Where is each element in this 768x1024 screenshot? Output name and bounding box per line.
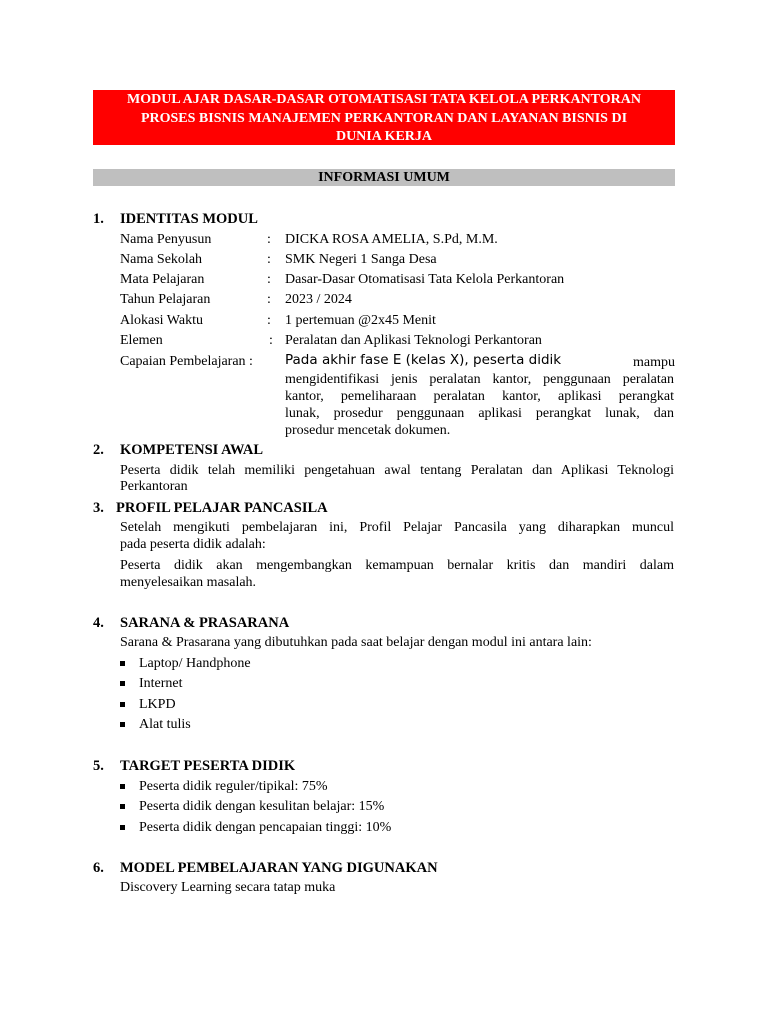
section-4-number: 4. [93,615,104,631]
identity-row [120,251,680,269]
section-6-title: MODEL PEMBELAJARAN YANG DIGUNAKAN [120,860,438,876]
section-6-number: 6. [93,860,104,876]
section-1-title: IDENTITAS MODUL [120,211,258,227]
learning-outcome-text: lunak, prosedur penggunaan aplikasi perangkat lunak, dan [285,406,674,421]
identity-row [120,231,680,249]
square-bullet-icon [120,784,125,789]
banner-line-2: PROSES BISNIS MANAJEMEN PERKANTORAN DAN LAYANAN BISNIS DI [140,110,628,126]
section-3-text: Setelah mengikuti pembelajaran ini, Profil Pelajar Pancasila yang diharapkan muncul [120,520,674,535]
identity-colon: : [267,292,271,307]
learning-outcome-text: mampu [633,355,675,370]
identity-colon: : [267,272,271,287]
identity-colon: : [267,252,271,267]
learning-outcome-text: prosedur mencetak dokumen. [285,423,451,438]
section-2-number: 2. [93,442,104,458]
identity-label: Mata Pelajaran [120,272,205,287]
general-info-heading: INFORMASI UMUM [93,169,675,186]
section-3-text: pada peserta didik adalah: [120,537,266,552]
learning-outcome-text: mengidentifikasi jenis peralatan kantor, penggunaan peralatan [285,372,674,387]
section-2-text: Peserta didik telah memiliki pengetahuan awal tentang Peralatan dan Aplikasi Teknologi [120,463,674,478]
identity-colon: : [267,232,271,247]
learning-outcome-text: kantor, pemeliharaan peralatan kantor, aplikasi perangkat [285,389,674,404]
identity-label: Alokasi Waktu [120,313,203,328]
learning-outcome-lead: Pada akhir fase E (kelas X), peserta didik [285,352,562,368]
banner-line-1: MODUL AJAR DASAR-DASAR OTOMATISASI TATA KELOLA PERKANTORAN [127,92,641,107]
section-4-intro: Sarana & Prasarana yang dibutuhkan pada saat belajar dengan modul ini antara lain: [120,635,592,650]
list-item-text: Peserta didik reguler/tipikal: 75% [139,779,328,794]
banner-line-3: DUNIA KERJA [335,129,433,144]
square-bullet-icon [120,702,125,707]
identity-label: Elemen [120,333,163,348]
identity-colon: : [269,333,273,348]
square-bullet-icon [120,681,125,686]
list-item-text: Internet [139,676,183,691]
section-3-title: PROFIL PELAJAR PANCASILA [116,500,328,516]
identity-value: Dasar-Dasar Otomatisasi Tata Kelola Perkantoran [285,272,565,287]
section-3-text: Peserta didik akan mengembangkan kemampuan bernalar kritis dan mandiri dalam [120,558,674,573]
identity-label: Tahun Pelajaran [120,292,211,307]
square-bullet-icon [120,661,125,666]
identity-value: 2023 / 2024 [285,292,352,307]
identity-row [120,312,680,330]
square-bullet-icon [120,825,125,830]
square-bullet-icon [120,804,125,809]
list-item-text: LKPD [139,697,176,712]
identity-row [120,271,680,289]
module-title-banner [93,90,675,145]
section-2-title: KOMPETENSI AWAL [120,442,264,458]
identity-value: Peralatan dan Aplikasi Teknologi Perkantoran [285,333,542,348]
list-item-text: Peserta didik dengan pencapaian tinggi: 10% [139,820,392,835]
identity-value: SMK Negeri 1 Sanga Desa [285,252,437,267]
list-item-text: Peserta didik dengan kesulitan belajar: 15% [139,799,385,814]
identity-row [120,291,680,309]
section-5-title: TARGET PESERTA DIDIK [120,758,296,774]
section-5-number: 5. [93,758,104,774]
section-3-text: menyelesaikan masalah. [120,575,257,590]
identity-colon: : [267,313,271,328]
section-1-number: 1. [93,211,104,227]
identity-label: Nama Penyusun [120,232,212,247]
identity-row [120,332,680,350]
identity-value: DICKA ROSA AMELIA, S.Pd, M.M. [285,232,498,247]
list-item-text: Alat tulis [139,717,191,732]
list-item-text: Laptop/ Handphone [139,656,251,671]
identity-value: 1 pertemuan @2x45 Menit [285,313,436,328]
square-bullet-icon [120,722,125,727]
section-2-text: Perkantoran [120,479,188,494]
learning-outcome-label: Capaian Pembelajaran : [120,354,253,369]
section-4-title: SARANA & PRASARANA [120,615,290,631]
section-6-text: Discovery Learning secara tatap muka [120,880,336,895]
section-3-number: 3. [93,500,104,516]
identity-label: Nama Sekolah [120,252,203,267]
